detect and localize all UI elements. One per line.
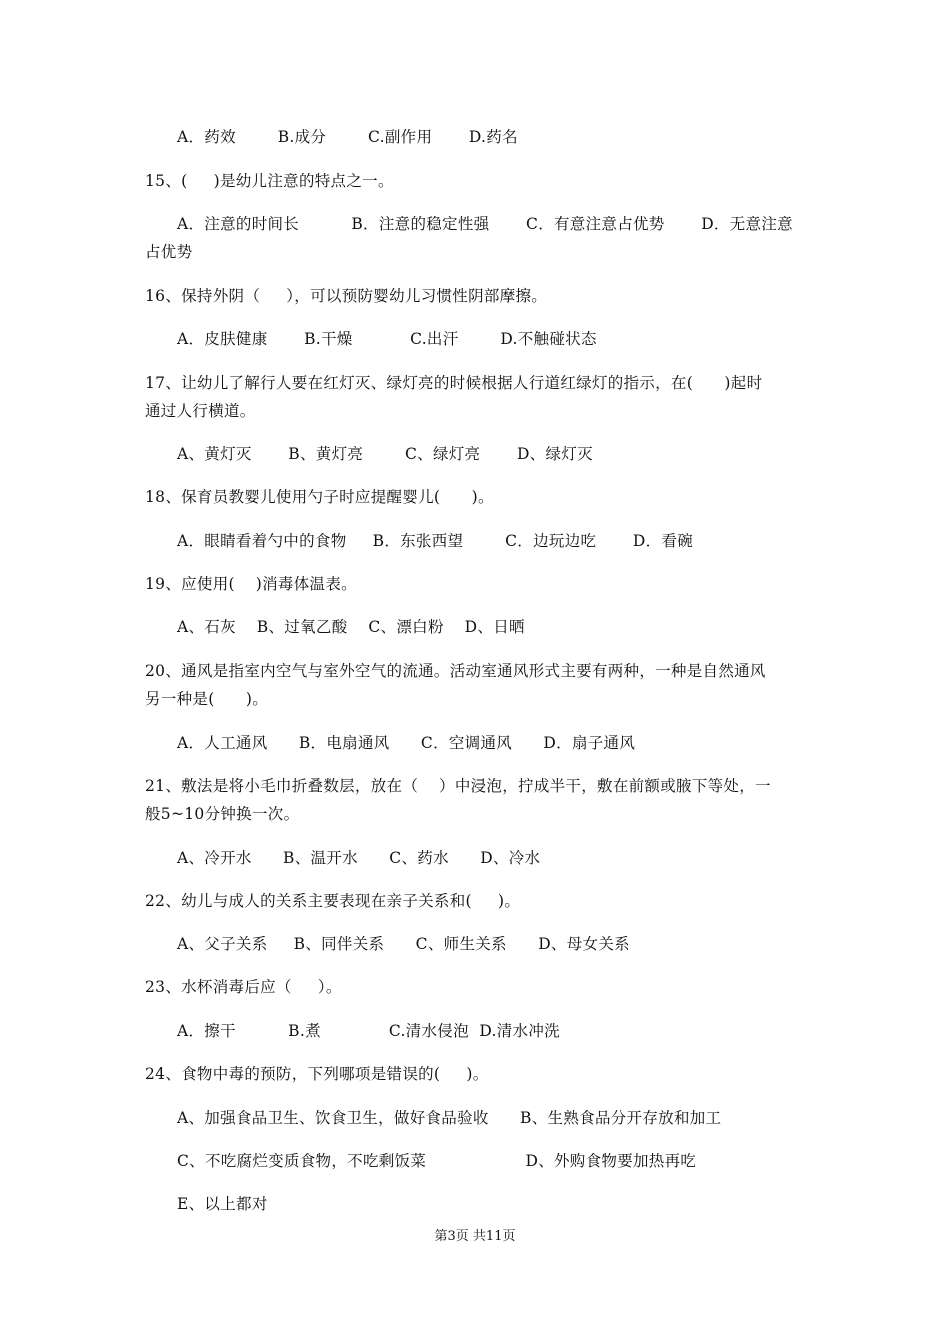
q17-options: A、黄灯灭 B、黄灯亮 C、绿灯亮 D、绿灯灭 xyxy=(177,445,593,463)
q18-options: A．眼睛看着勺中的食物 B．东张西望 C．边玩边吃 D．看碗 xyxy=(177,532,694,550)
q22-stem: 22、幼儿与成人的关系主要表现在亲子关系和( )。 xyxy=(145,892,521,910)
q20-stem-line1: 20、通风是指室内空气与室外空气的流通。活动室通风形式主要有两种，一种是自然通风 xyxy=(145,662,766,680)
q23-stem: 23、水杯消毒后应（ ）。 xyxy=(145,978,342,996)
q19-stem: 19、应使用( )消毒体温表。 xyxy=(145,575,357,593)
q16-options: A．皮肤健康 B.干燥 C.出汗 D.不触碰状态 xyxy=(177,330,597,348)
q24-options-line1: A、加强食品卫生、饮食卫生，做好食品验收 B、生熟食品分开存放和加工 xyxy=(177,1109,722,1127)
q20-options: A．人工通风 B．电扇通风 C．空调通风 D．扇子通风 xyxy=(177,734,636,752)
q24-options-line2: C、不吃腐烂变质食物，不吃剩饭菜 D、外购食物要加热再吃 xyxy=(177,1152,697,1170)
q16-stem: 16、保持外阴（ ），可以预防婴幼儿习惯性阴部摩擦。 xyxy=(145,287,548,305)
q14-options: A．药效 B.成分 C.副作用 D.药名 xyxy=(177,128,518,146)
q21-options: A、冷开水 B、温开水 C、药水 D、冷水 xyxy=(177,849,541,867)
q24-stem: 24、食物中毒的预防，下列哪项是错误的( )。 xyxy=(145,1065,489,1083)
q19-options: A、石灰 B、过氧乙酸 C、漂白粉 D、日晒 xyxy=(177,618,525,636)
page-number-footer: 第3页 共11页 xyxy=(434,1229,516,1244)
q17-stem-line2: 通过人行横道。 xyxy=(145,402,256,420)
q24-options-line3: E、以上都对 xyxy=(177,1195,268,1213)
q21-stem-line2: 般5~10分钟换一次。 xyxy=(145,805,300,823)
q22-options: A、父子关系 B、同伴关系 C、师生关系 D、母女关系 xyxy=(177,935,630,953)
q23-options: A．擦干 B.煮 C.清水侵泡 D.清水冲洗 xyxy=(177,1022,560,1040)
q21-stem-line1: 21、敷法是将小毛巾折叠数层，放在（ ）中浸泡，拧成半干，敷在前额或腋下等处，一 xyxy=(145,777,771,795)
q15-stem: 15、( )是幼儿注意的特点之一。 xyxy=(145,172,394,190)
q18-stem: 18、保育员教婴儿使用勺子时应提醒婴儿( )。 xyxy=(145,488,494,506)
q15-options-line2: 占优势 xyxy=(145,243,193,261)
q20-stem-line2: 另一种是( )。 xyxy=(145,690,269,708)
q17-stem-line1: 17、让幼儿了解行人要在红灯灭、绿灯亮的时候根据人行道红绿灯的指示，在( )起时 xyxy=(145,374,763,392)
q15-options-line1: A．注意的时间长 B．注意的稳定性强 C．有意注意占优势 D．无意注意 xyxy=(177,215,793,233)
